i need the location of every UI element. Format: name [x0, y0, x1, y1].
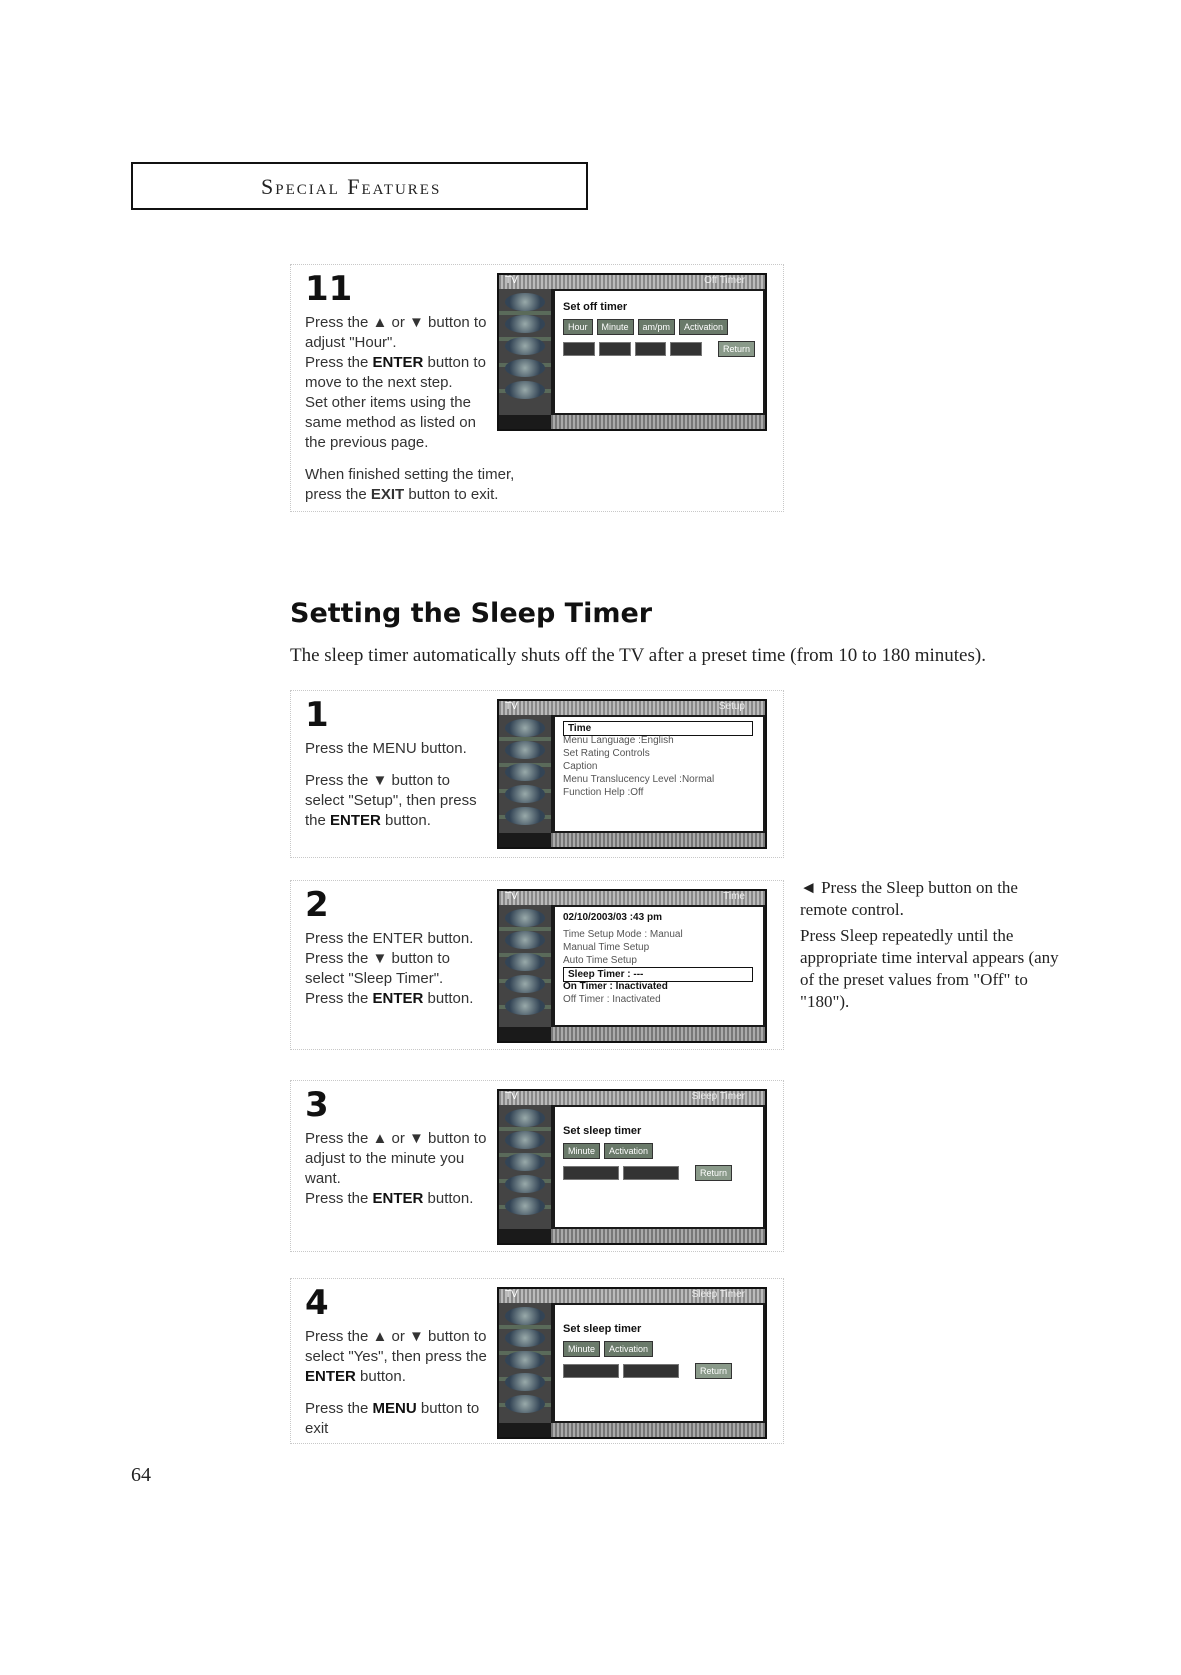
- tv-clock-readout: 02/10/2003/03 :43 pm: [563, 912, 662, 923]
- tv-menu-item: Set Rating Controls: [563, 748, 650, 759]
- section-title: Setting the Sleep Timer: [290, 598, 653, 629]
- instruction-line: Press the MENU button.: [305, 740, 467, 757]
- step-number: 2: [305, 885, 329, 925]
- tv-return-button: Return: [718, 341, 755, 357]
- section-header-title: Special Features: [261, 174, 442, 199]
- footer-line: When finished setting the timer,: [305, 466, 515, 483]
- tv-menu-item: Auto Time Setup: [563, 955, 637, 966]
- tv-menu-content: [555, 717, 763, 831]
- instruction-line: Press the ▲ or ▼ button to: [305, 1130, 487, 1147]
- instruction-line: Press the ENTER button.: [305, 1190, 474, 1207]
- tv-menu-icons: [499, 905, 551, 1027]
- instruction-line: adjust "Hour".: [305, 334, 397, 351]
- instruction-line: exit: [305, 1420, 329, 1437]
- tv-activation-label: Activation: [679, 319, 728, 335]
- tv-menu-item: Function Help :Off: [563, 787, 644, 798]
- instruction-line: select "Setup", then press: [305, 792, 477, 809]
- tv-screen-sleep-timer: [497, 1089, 767, 1245]
- tv-menu-item: Time Setup Mode : Manual: [563, 929, 683, 940]
- instruction-line: select "Sleep Timer".: [305, 970, 444, 987]
- side-note-repeat: Press Sleep repeatedly until the appropriate time interval appears (any of the preset values from "Off" to "180").: [800, 926, 1059, 1011]
- tv-tab-label: TV: [505, 275, 518, 286]
- tv-caption: Set sleep timer: [563, 1323, 642, 1335]
- instruction-line: move to the next step.: [305, 374, 453, 391]
- tv-title-bar: [499, 891, 765, 905]
- step-instructions: [305, 929, 495, 1009]
- tv-menu-title: Off Timer: [704, 275, 745, 286]
- tv-menu-content: [555, 1107, 763, 1227]
- instruction-line: Press the MENU button to: [305, 1400, 480, 1417]
- tv-menu-item: Off Timer : Inactivated: [563, 994, 661, 1005]
- tv-menu-item: On Timer : Inactivated: [563, 981, 668, 992]
- step-number: 3: [305, 1085, 329, 1125]
- section-intro: The sleep timer automatically shuts off the TV after a preset time (from 10 to 180 minutes).: [290, 645, 986, 666]
- step-2-panel: [290, 880, 784, 1050]
- tv-menu-title: Sleep Timer: [691, 1289, 745, 1300]
- step-11-panel: [290, 264, 784, 512]
- tv-bottom-bar: [551, 1229, 765, 1243]
- tv-return-button: Return: [695, 1363, 732, 1379]
- instruction-line: Press the ENTER button to: [305, 354, 486, 371]
- tv-return-button: Return: [695, 1165, 732, 1181]
- tv-menu-title: Setup: [718, 701, 745, 712]
- side-note-remote: ◄ Press the Sleep button on the remote control.: [800, 878, 1018, 919]
- tv-minute-label: Minute: [563, 1143, 600, 1159]
- instruction-line: Press the ENTER button.: [305, 990, 474, 1007]
- tv-menu-title: Time: [723, 891, 745, 902]
- tv-menu-item: Menu Translucency Level :Normal: [563, 774, 715, 785]
- tv-title-bar: [499, 701, 765, 715]
- tv-bottom-bar: [551, 1027, 765, 1041]
- tv-activation-label: Activation: [604, 1341, 653, 1357]
- page-number: 64: [131, 1464, 151, 1486]
- tv-ampm-label: am/pm: [638, 319, 676, 335]
- instruction-line: same method as listed on: [305, 414, 476, 431]
- instruction-line: ENTER button.: [305, 1368, 406, 1385]
- tv-bottom-bar: [551, 1423, 765, 1437]
- tv-caption: Set sleep timer: [563, 1125, 642, 1137]
- instruction-line: the previous page.: [305, 434, 429, 451]
- step-number: 4: [305, 1283, 329, 1323]
- tv-tab-label: TV: [505, 1289, 518, 1300]
- tv-title-bar: [499, 1091, 765, 1105]
- step-footer-note: [305, 465, 775, 505]
- tv-title-bar: [499, 1289, 765, 1303]
- step-number: 1: [305, 695, 329, 735]
- tv-menu-icons: [499, 715, 551, 833]
- instruction-line: Press the ▲ or ▼ button to: [305, 1328, 487, 1345]
- tv-menu-icons: [499, 1105, 551, 1229]
- tv-screen-sleep-timer-confirm: [497, 1287, 767, 1439]
- step-instructions: [305, 1129, 495, 1209]
- instruction-line: want.: [305, 1170, 341, 1187]
- tv-bottom-bar: [551, 833, 765, 847]
- tv-menu-content: [555, 907, 763, 1025]
- step-number: 11: [305, 269, 353, 309]
- tv-tab-label: TV: [505, 1091, 518, 1102]
- step-instructions: [305, 1327, 495, 1439]
- tv-menu-content: [555, 1305, 763, 1421]
- tv-minute-label: Minute: [563, 1341, 600, 1357]
- tv-screen-off-timer: [497, 273, 767, 431]
- tv-tab-label: TV: [505, 701, 518, 712]
- tv-hour-label: Hour: [563, 319, 593, 335]
- tv-activation-label: Activation: [604, 1143, 653, 1159]
- instruction-line: Press the ▼ button to: [305, 950, 450, 967]
- section-header-box: [131, 162, 588, 210]
- tv-bottom-bar: [551, 415, 765, 429]
- tv-menu-item: Menu Language :English: [563, 735, 674, 746]
- tv-menu-item-selected: Time: [563, 721, 753, 736]
- instruction-line: adjust to the minute you: [305, 1150, 465, 1167]
- instruction-line: Press the ▼ button to: [305, 772, 450, 789]
- tv-screen-time: [497, 889, 767, 1043]
- tv-caption: Set off timer: [563, 301, 628, 313]
- step-3-panel: [290, 1080, 784, 1252]
- step-1-panel: [290, 690, 784, 858]
- instruction-line: select "Yes", then press the: [305, 1348, 487, 1365]
- tv-menu-icons: [499, 289, 551, 415]
- step-instructions: [305, 739, 495, 831]
- tv-tab-label: TV: [505, 891, 518, 902]
- step-4-panel: [290, 1278, 784, 1444]
- instruction-line: Set other items using the: [305, 394, 471, 411]
- instruction-line: the ENTER button.: [305, 812, 431, 829]
- tv-title-bar: [499, 275, 765, 289]
- tv-menu-content: [555, 291, 763, 413]
- tv-menu-item: Caption: [563, 761, 598, 772]
- tv-screen-setup: [497, 699, 767, 849]
- step-instructions: [305, 313, 495, 453]
- tv-menu-title: Sleep Timer: [691, 1091, 745, 1102]
- tv-menu-icons: [499, 1303, 551, 1423]
- tv-minute-label: Minute: [597, 319, 634, 335]
- instruction-line: Press the ▲ or ▼ button to: [305, 314, 487, 331]
- tv-menu-item-selected: Sleep Timer : ---: [563, 967, 753, 982]
- tv-menu-item: Manual Time Setup: [563, 942, 650, 953]
- footer-line: press the EXIT button to exit.: [305, 486, 499, 503]
- instruction-line: Press the ENTER button.: [305, 930, 474, 947]
- side-note: [800, 877, 1060, 1013]
